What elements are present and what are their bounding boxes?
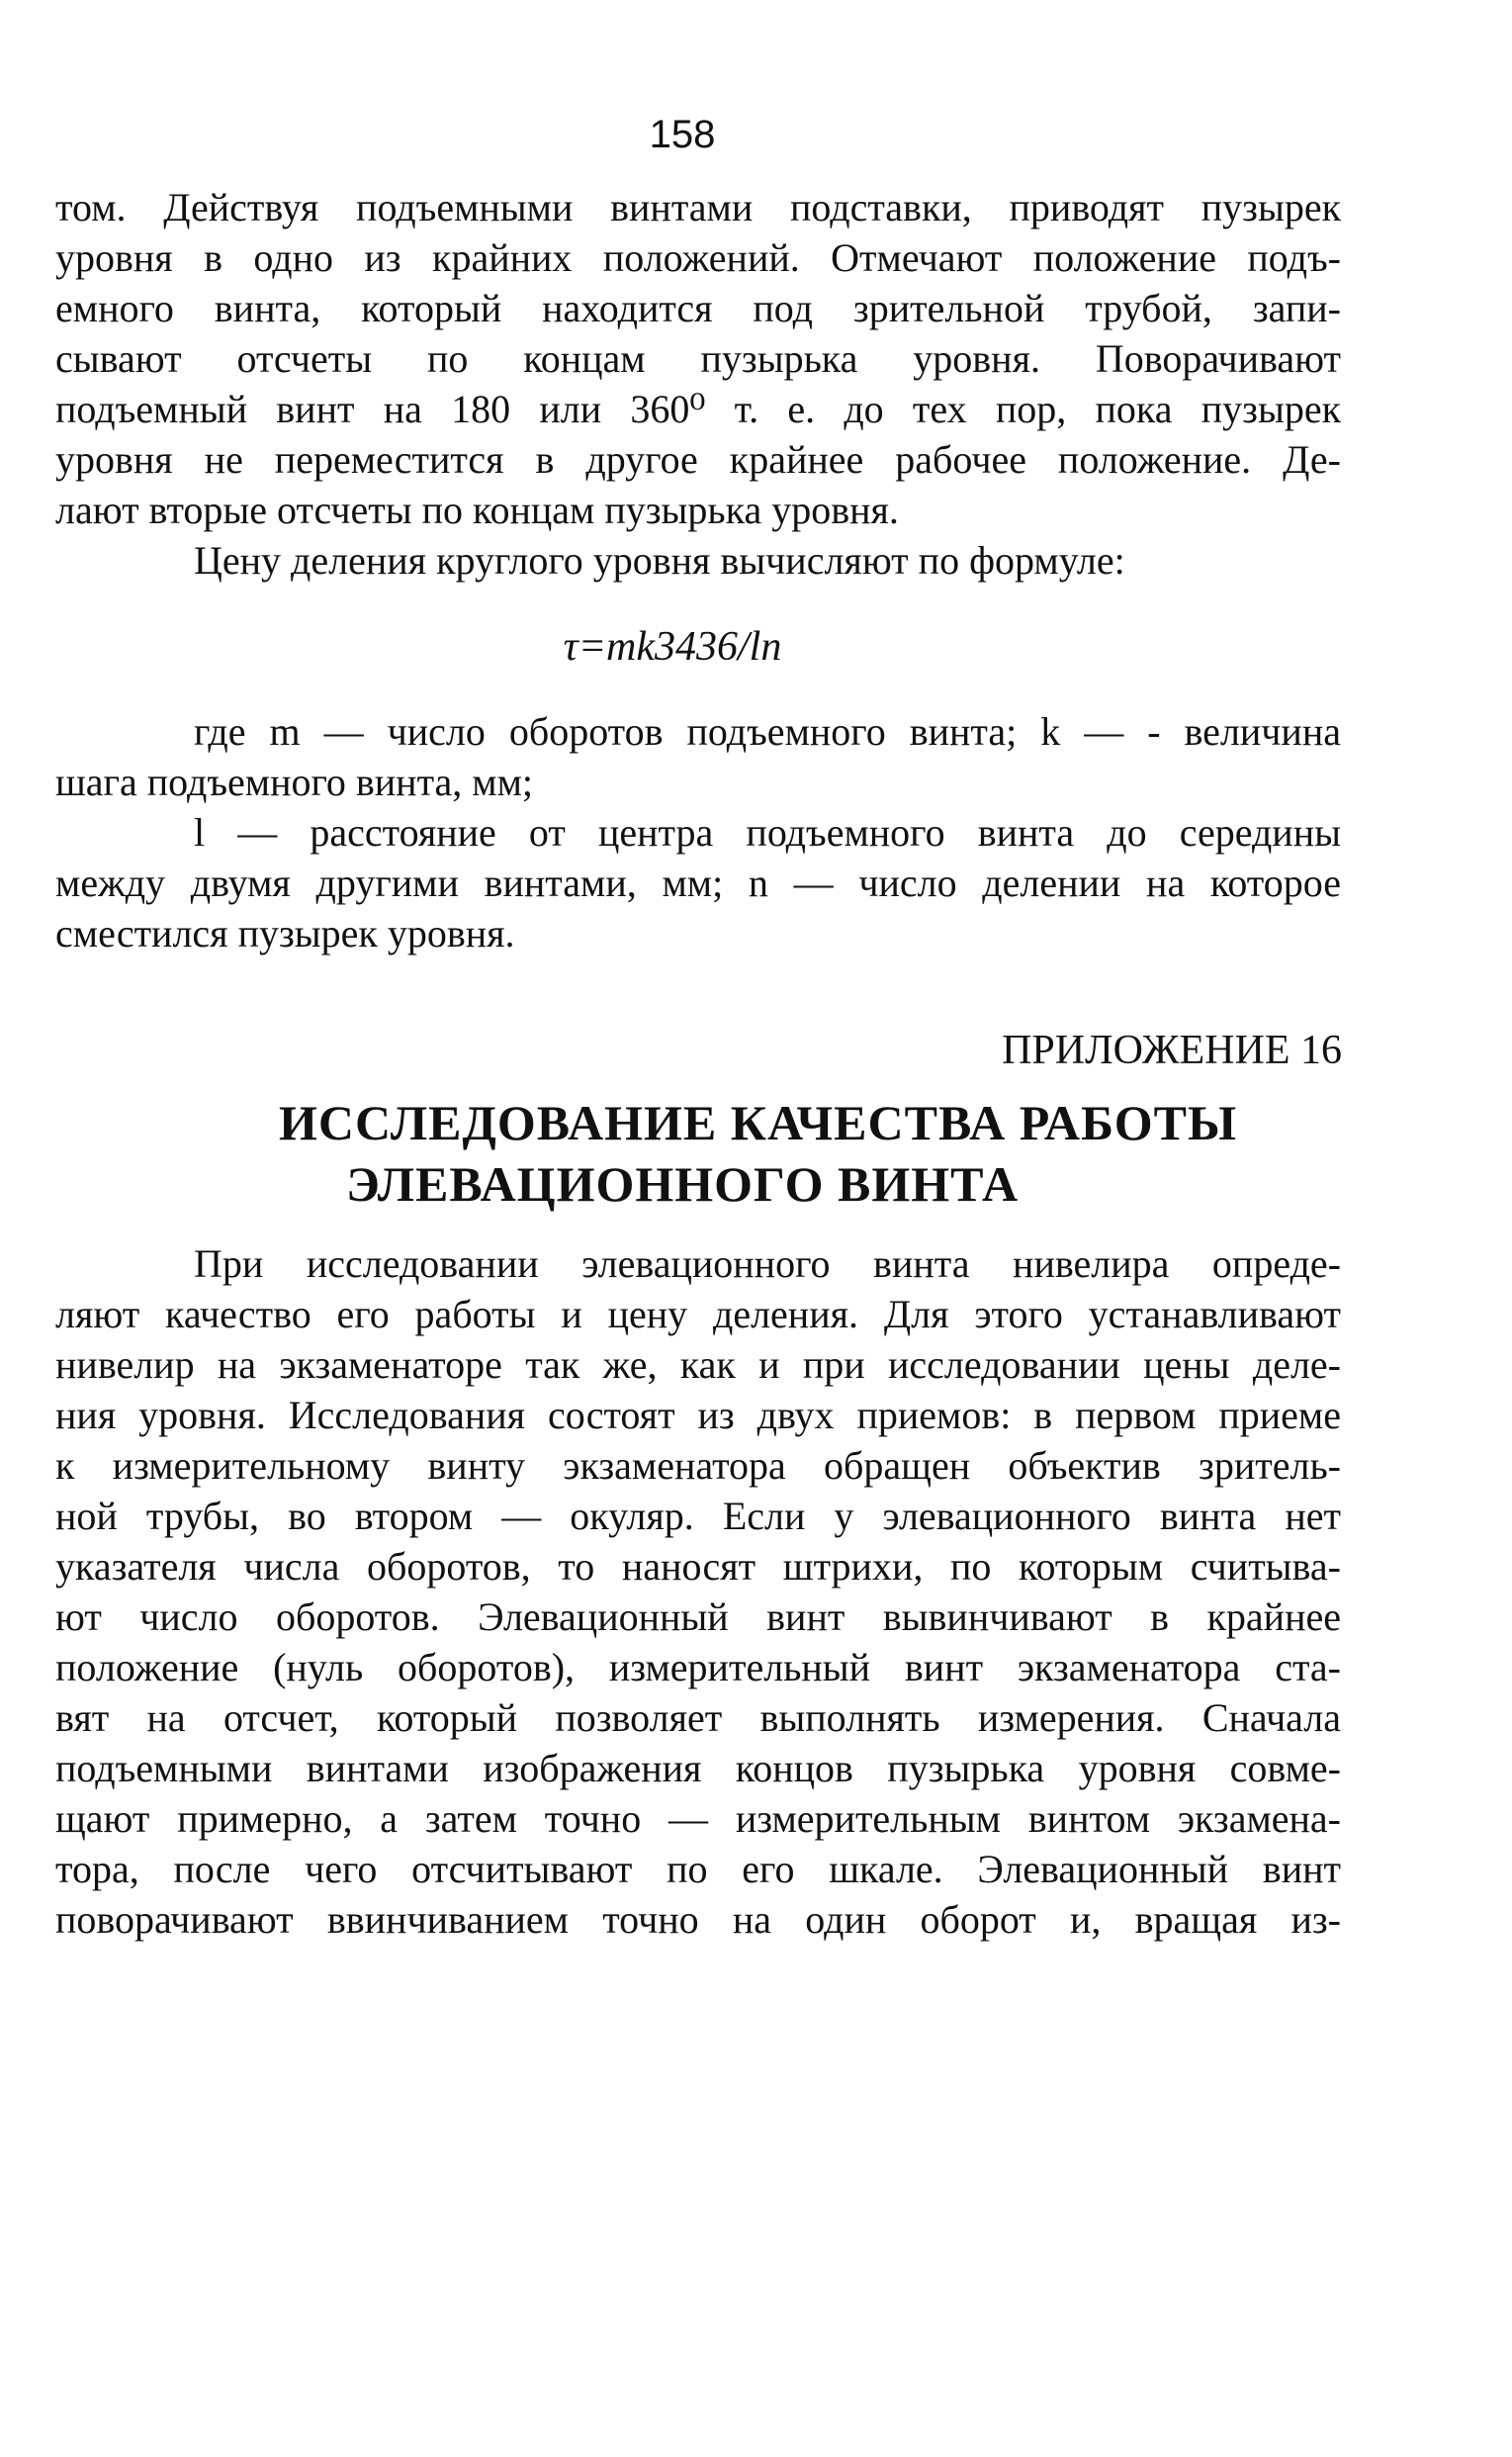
body-paragraph <box>55 1238 1341 1945</box>
text-line: поворачивают ввинчиванием точно на один оборот и, вращая из- <box>55 1897 1341 1942</box>
text-line: где m — число оборотов подъемного винта; k — - величина <box>194 709 1341 754</box>
text-line: l — расстояние от центра подъемного винта до середины <box>194 810 1341 855</box>
section-heading <box>0 1092 1512 1215</box>
text-line: уровня не переместится в другое крайнее рабочее положение. Де- <box>55 437 1341 482</box>
top-paragraph <box>55 182 1341 586</box>
text-line: том. Действуя подъемными винтами подставки, приводят пузырек <box>55 185 1341 229</box>
text-line: емного винта, который находится под зрительной трубой, запи- <box>55 286 1341 330</box>
page-number: 158 <box>649 113 716 156</box>
text-line: уровня в одно из крайних положений. Отмечают положение подъ- <box>55 235 1341 280</box>
text-line: лают вторые отсчеты по концам пузырька уровня. <box>55 488 899 532</box>
text-line: сместился пузырек уровня. <box>55 911 515 956</box>
text-line: сывают отсчеты по концам пузырька уровня. Поворачивают <box>55 336 1341 381</box>
text-line: шага подъемного винта, мм; <box>55 760 534 804</box>
text-line: тора, после чего отсчитывают по его шкале. Элевационный винт <box>55 1847 1341 1891</box>
formula-intro: Цену деления круглого уровня вычисляют по формуле: <box>194 538 1125 583</box>
text-line: к измерительному винту экзаменатора обращен объектив зритель- <box>55 1443 1341 1488</box>
text-line: подъемный винт на 180 или 360⁰ т. е. до тех пор, пока пузырек <box>55 387 1341 431</box>
text-line: ют число оборотов. Элевационный винт вывинчивают в крайнее <box>55 1594 1341 1639</box>
text-line: вят на отсчет, который позволяет выполнять измерения. Сначала <box>55 1695 1341 1740</box>
text-line: ния уровня. Исследования состоят из двух приемов: в первом приеме <box>55 1393 1341 1437</box>
text-line: подъемными винтами изображения концов пузырька уровня совме- <box>55 1746 1341 1790</box>
text-line: нивелир на экзаменаторе так же, как и при исследовании цены деле- <box>55 1342 1341 1387</box>
definitions <box>55 706 1341 958</box>
formula: τ=mk3436/ln <box>563 624 782 670</box>
appendix-label: ПРИЛОЖЕНИЕ 16 <box>1002 1028 1342 1073</box>
heading-line-2: ЭЛЕВАЦИОННОГО ВИНТА <box>346 1156 1020 1212</box>
heading-line-1: ИССЛЕДОВАНИЕ КАЧЕСТВА РАБОТЫ <box>279 1095 1238 1150</box>
text-line: указателя числа оборотов, то наносят штрихи, по которым считыва- <box>55 1544 1341 1589</box>
text-line: щают примерно, а затем точно — измерительным винтом экзамена- <box>55 1796 1341 1841</box>
text-line: ляют качество его работы и цену деления. Для этого устанавливают <box>55 1292 1341 1336</box>
text-line: При исследовании элевационного винта нивелира опреде- <box>194 1241 1341 1286</box>
text-line: ной трубы, во втором — окуляр. Если у элевационного винта нет <box>55 1494 1341 1538</box>
text-line: положение (нуль оборотов), измерительный винт экзаменатора ста- <box>55 1645 1341 1689</box>
text-line: между двумя другими винтами, мм; n — число делении на которое <box>55 861 1341 905</box>
